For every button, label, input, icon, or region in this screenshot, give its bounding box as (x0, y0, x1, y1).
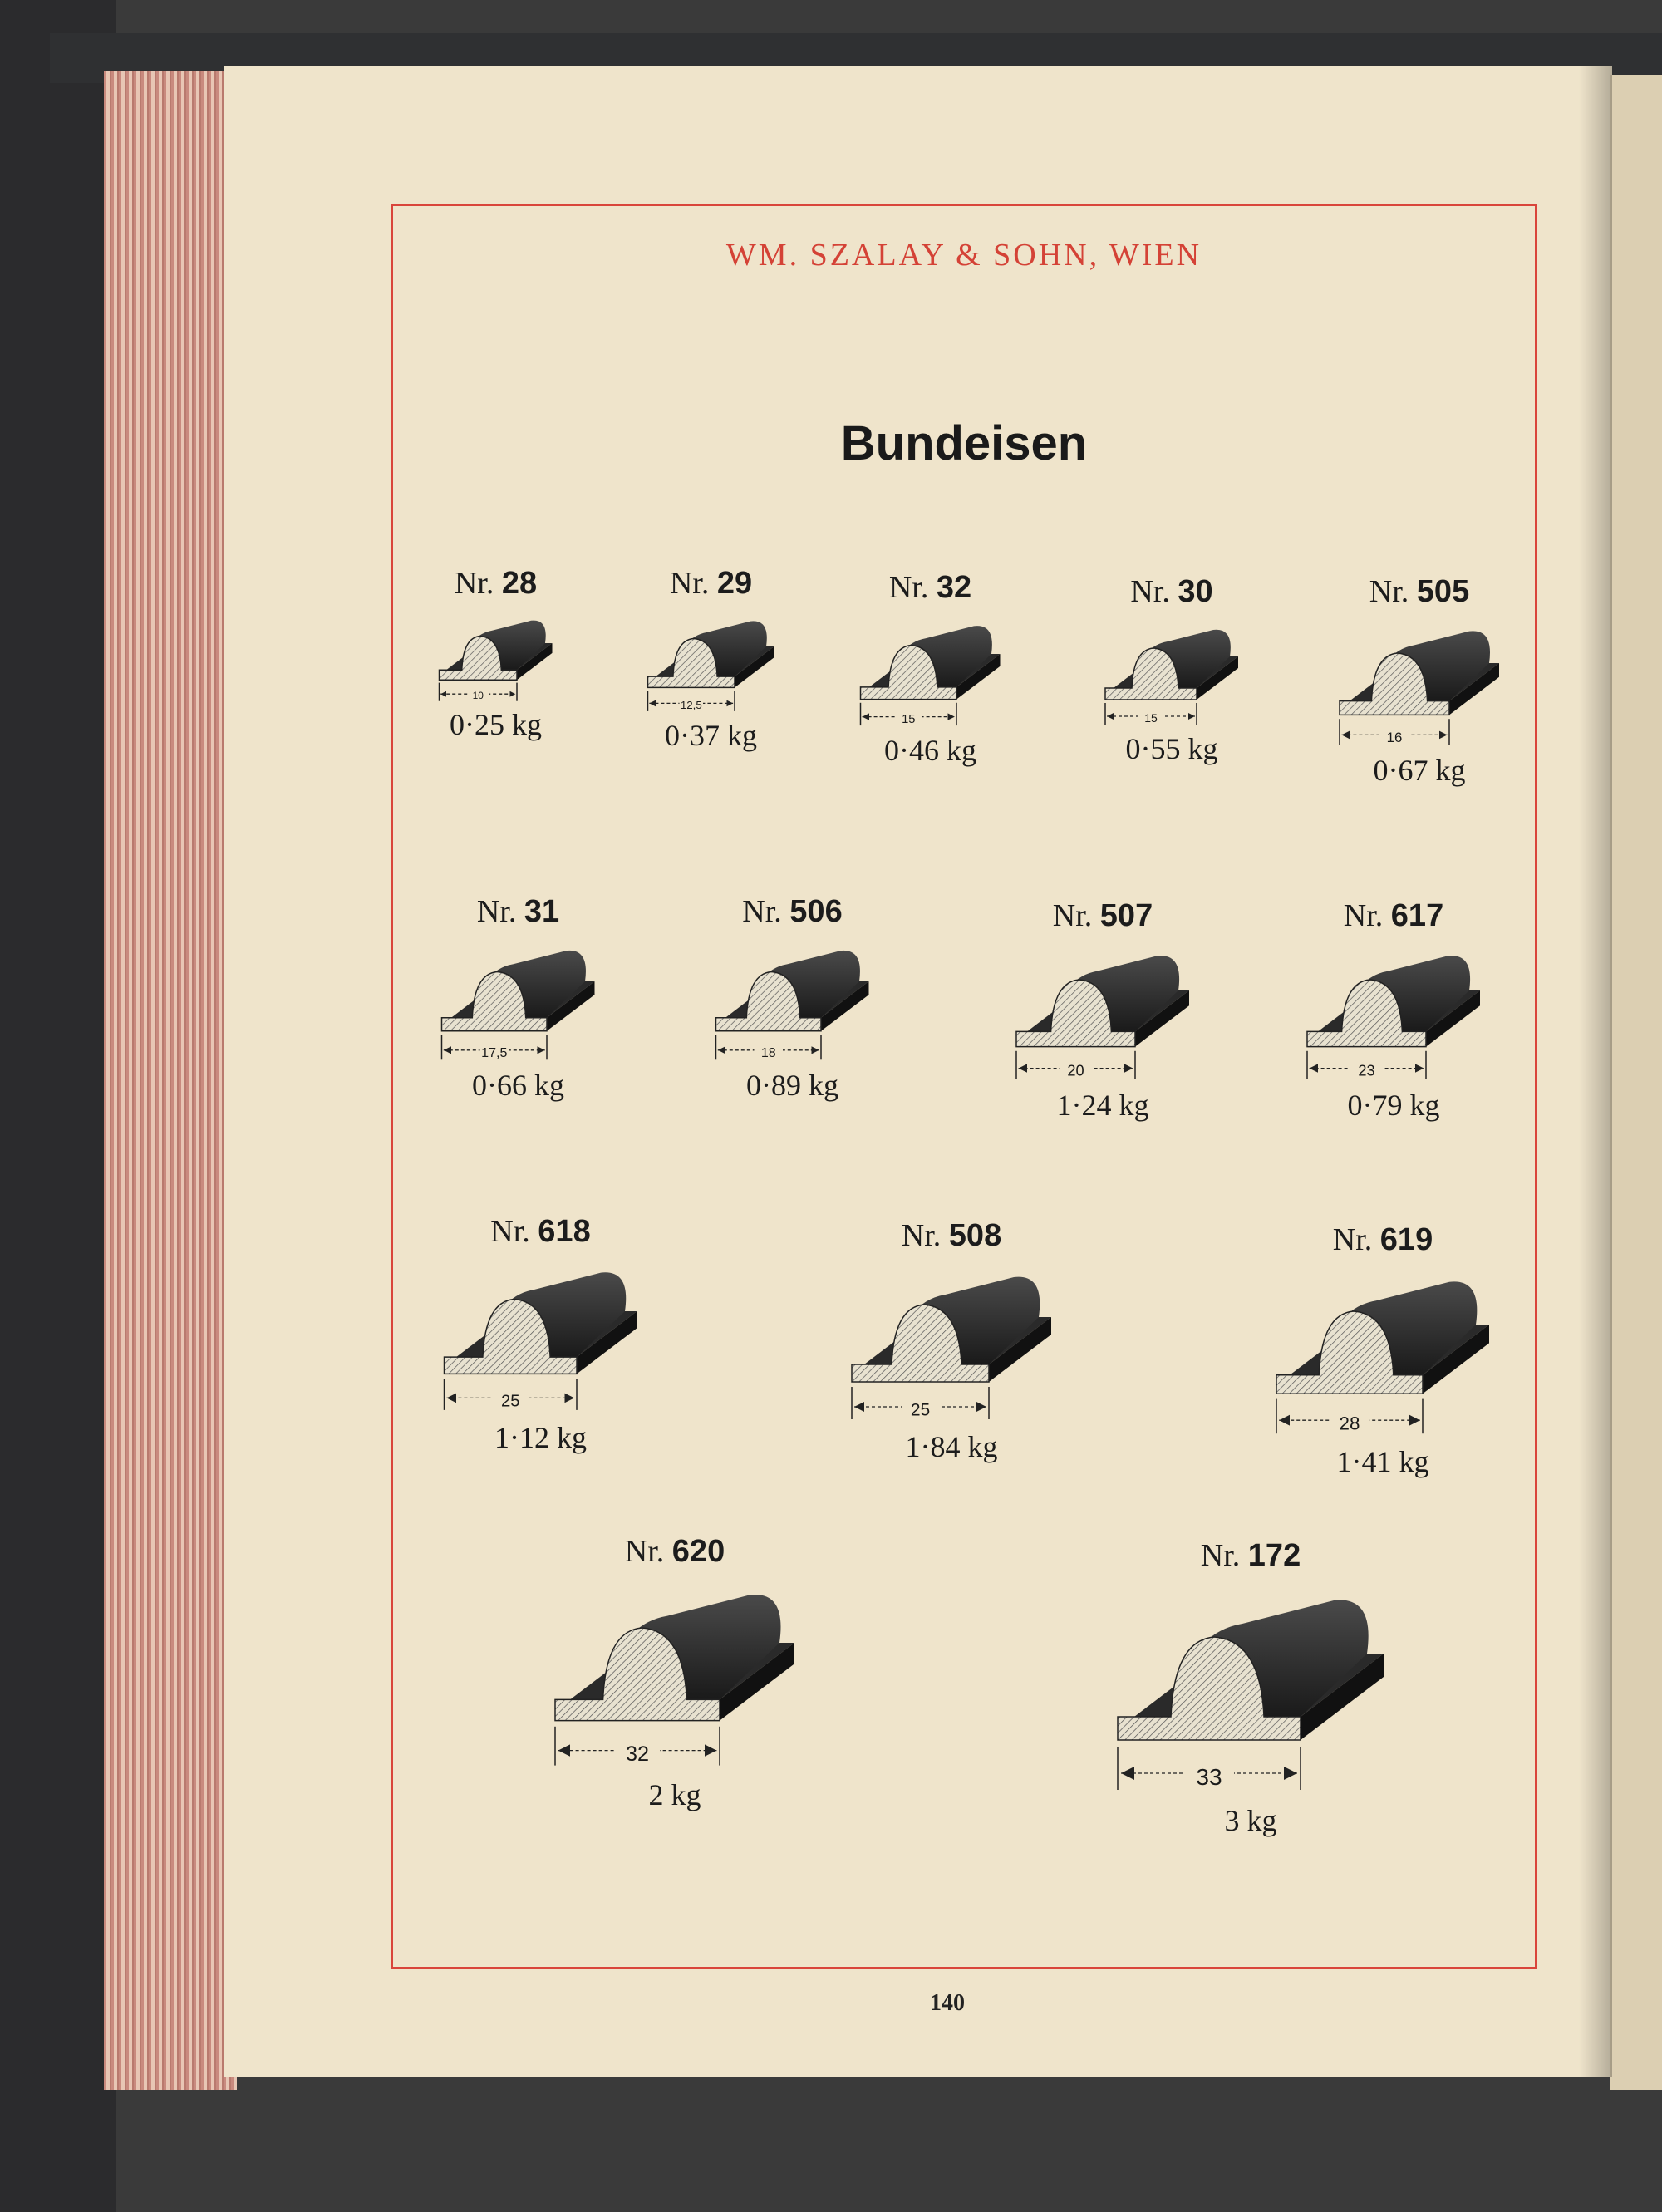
product-number (640, 565, 782, 602)
product-weight: 1·41 kg (1336, 1445, 1429, 1478)
product-item-28 (432, 565, 559, 785)
product-item-505 (1330, 573, 1509, 843)
product-weight: 0·55 kg (1125, 732, 1218, 765)
product-weight: 1·12 kg (494, 1420, 587, 1454)
width-dimension-label: 17,5 (481, 1045, 508, 1060)
nr-prefix: Nr. (1343, 898, 1384, 933)
product-item-30 (1097, 573, 1246, 814)
facing-page-edge (1610, 75, 1662, 2090)
page-edges (104, 71, 237, 2090)
product-nr: 172 (1247, 1538, 1301, 1573)
product-item-507 (1006, 897, 1200, 1181)
product-number (1263, 1222, 1502, 1258)
width-dimension-label: 15 (902, 713, 916, 726)
product-nr: 619 (1379, 1222, 1433, 1257)
product-number (432, 893, 604, 930)
width-dimension-label: 33 (1196, 1764, 1222, 1790)
product-nr: 508 (948, 1218, 1002, 1253)
product-item-506 (706, 893, 878, 1156)
product-number (432, 1213, 649, 1250)
width-dimension-label: 10 (472, 690, 484, 702)
nr-prefix: Nr. (1200, 1538, 1241, 1573)
nr-prefix: Nr. (624, 1534, 665, 1569)
product-number (1006, 897, 1200, 934)
product-weight: 2 kg (648, 1778, 701, 1811)
product-item-617 (1296, 897, 1491, 1181)
product-number (839, 1217, 1064, 1254)
nr-prefix: Nr. (476, 894, 517, 929)
width-dimension-label: 20 (1067, 1062, 1084, 1079)
product-weight: 0·89 kg (746, 1068, 838, 1102)
product-item-31 (432, 893, 604, 1156)
page-number: 140 (930, 1990, 965, 2016)
product-number (540, 1533, 809, 1570)
product-item-29 (640, 565, 782, 799)
product-number (1330, 573, 1509, 610)
product-weight: 0·66 kg (472, 1068, 564, 1102)
product-nr: 28 (501, 566, 538, 601)
nr-prefix: Nr. (1369, 574, 1409, 609)
width-dimension-label: 12,5 (680, 699, 702, 711)
width-dimension-label: 15 (1144, 711, 1158, 725)
product-item-620 (540, 1533, 809, 1887)
product-number (1296, 897, 1491, 934)
product-weight: 1·84 kg (905, 1430, 998, 1463)
product-nr: 506 (789, 894, 843, 929)
product-nr: 505 (1416, 574, 1470, 609)
product-weight: 0·25 kg (450, 707, 542, 741)
product-item-619 (1263, 1222, 1502, 1547)
product-item-172 (1101, 1537, 1400, 1920)
page-title: Bundeisen (840, 416, 1088, 470)
width-dimension-label: 18 (760, 1045, 776, 1060)
nr-prefix: Nr. (1130, 574, 1170, 609)
product-nr: 618 (538, 1214, 591, 1249)
width-dimension-label: 32 (625, 1743, 650, 1767)
product-nr: 30 (1178, 574, 1213, 609)
product-number (1101, 1537, 1400, 1574)
product-item-508 (839, 1217, 1064, 1529)
product-weight: 0·46 kg (884, 733, 976, 767)
publisher-header: WM. SZALAY & SOHN, WIEN (725, 238, 1202, 273)
product-nr: 617 (1390, 898, 1444, 933)
product-nr: 620 (671, 1534, 725, 1569)
nr-prefix: Nr. (1332, 1222, 1373, 1257)
nr-prefix: Nr. (490, 1214, 530, 1249)
product-number (706, 893, 878, 930)
product-item-32 (852, 569, 1009, 818)
nr-prefix: Nr. (901, 1218, 942, 1253)
product-nr: 29 (716, 566, 753, 601)
product-number (432, 565, 559, 602)
product-weight: 0·37 kg (665, 718, 757, 752)
product-weight: 1·24 kg (1056, 1089, 1149, 1122)
product-nr: 32 (936, 570, 972, 605)
nr-prefix: Nr. (1052, 898, 1093, 933)
width-dimension-label: 23 (1358, 1062, 1375, 1079)
nr-prefix: Nr. (888, 570, 929, 605)
width-dimension-label: 25 (910, 1400, 931, 1420)
book-cover-left (0, 0, 116, 2212)
product-number (1097, 573, 1246, 610)
product-number (852, 569, 1009, 606)
nr-prefix: Nr. (454, 566, 494, 601)
gutter-shadow (1579, 66, 1612, 2077)
product-weight: 0·67 kg (1373, 754, 1466, 787)
width-dimension-label: 25 (501, 1392, 520, 1411)
nr-prefix: Nr. (669, 566, 710, 601)
product-weight: 3 kg (1224, 1804, 1277, 1837)
product-weight: 0·79 kg (1347, 1089, 1440, 1122)
width-dimension-label: 16 (1386, 729, 1403, 745)
nr-prefix: Nr. (742, 894, 782, 929)
width-dimension-label: 28 (1339, 1413, 1360, 1434)
product-nr: 507 (1099, 898, 1153, 933)
product-item-618 (432, 1213, 649, 1518)
product-nr: 31 (524, 894, 560, 929)
